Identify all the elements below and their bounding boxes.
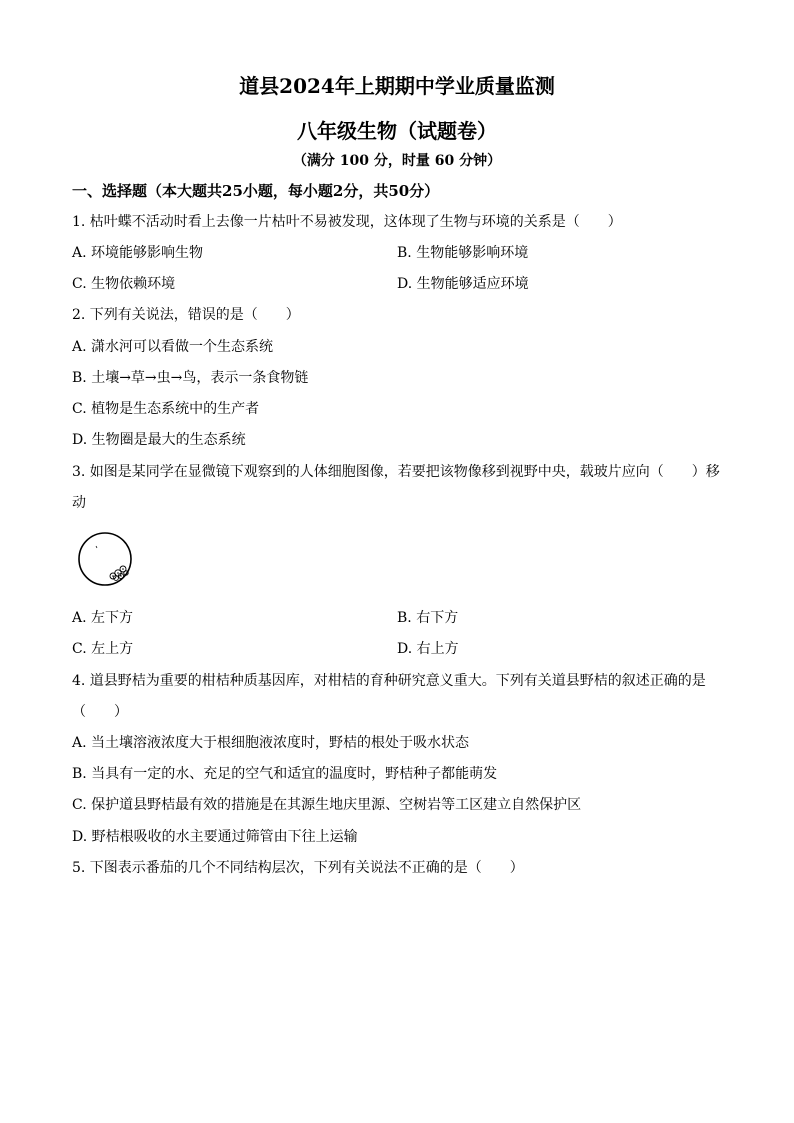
question-1-option-a: A. 环境能够影响生物 [72,245,204,261]
question-4-option-d: D. 野桔根吸收的水主要通过筛管由下往上运输 [72,829,358,845]
microscope-field-icon [76,532,136,588]
question-2-option-b: B. 土壤→草→虫→鸟，表示一条食物链 [72,370,309,386]
question-3-stem-continued: 动 [72,495,86,511]
question-3-stem: 3. 如图是某同学在显微镜下观察到的人体细胞图像，若要把该物像移到视野中央，载玻片应向（ ）移 [72,464,720,480]
question-3-option-d: D. 右上方 [397,641,459,657]
question-4-stem: 4. 道县野桔为重要的柑桔种质基因库，对柑桔的育种研究意义重大。下列有关道县野桔的叙述正确的是 [72,673,706,689]
question-3-option-b: B. 右下方 [397,610,459,626]
question-3-option-a: A. 左下方 [72,610,134,626]
question-4-stem-continued: （ ） [72,704,128,720]
question-2-option-d: D. 生物圈是最大的生态系统 [72,432,246,448]
question-1-option-c: C. 生物依赖环境 [72,276,176,292]
exam-info: （满分 100 分，时量 60 分钟） [292,153,502,169]
question-1-option-d: D. 生物能够适应环境 [397,276,529,292]
question-2-option-a: A. 潇水河可以看做一个生态系统 [72,339,274,355]
microscope-view-figure [76,532,136,588]
section-heading: 一、选择题（本大题共25小题，每小题2分，共50分） [72,182,440,200]
question-4-option-a: A. 当土壤溶液浓度大于根细胞液浓度时，野桔的根处于吸水状态 [72,735,470,751]
question-1-option-b: B. 生物能够影响环境 [397,245,529,261]
exam-title: 道县2024年上期期中学业质量监测 [239,74,555,98]
question-5-stem: 5. 下图表示番茄的几个不同结构层次，下列有关说法不正确的是（ ） [72,860,524,876]
question-4-option-c: C. 保护道县野桔最有效的措施是在其源生地庆里源、空树岩等工区建立自然保护区 [72,797,582,813]
question-2-stem: 2. 下列有关说法，错误的是（ ） [72,307,300,323]
question-1-stem: 1. 枯叶蝶不活动时看上去像一片枯叶不易被发现，这体现了生物与环境的关系是（ ） [72,214,622,230]
question-3-option-c: C. 左上方 [72,641,134,657]
question-2-option-c: C. 植物是生态系统中的生产者 [72,401,260,417]
exam-subtitle: 八年级生物（试题卷） [297,119,497,143]
question-4-option-b: B. 当具有一定的水、充足的空气和适宜的温度时，野桔种子都能萌发 [72,766,498,782]
